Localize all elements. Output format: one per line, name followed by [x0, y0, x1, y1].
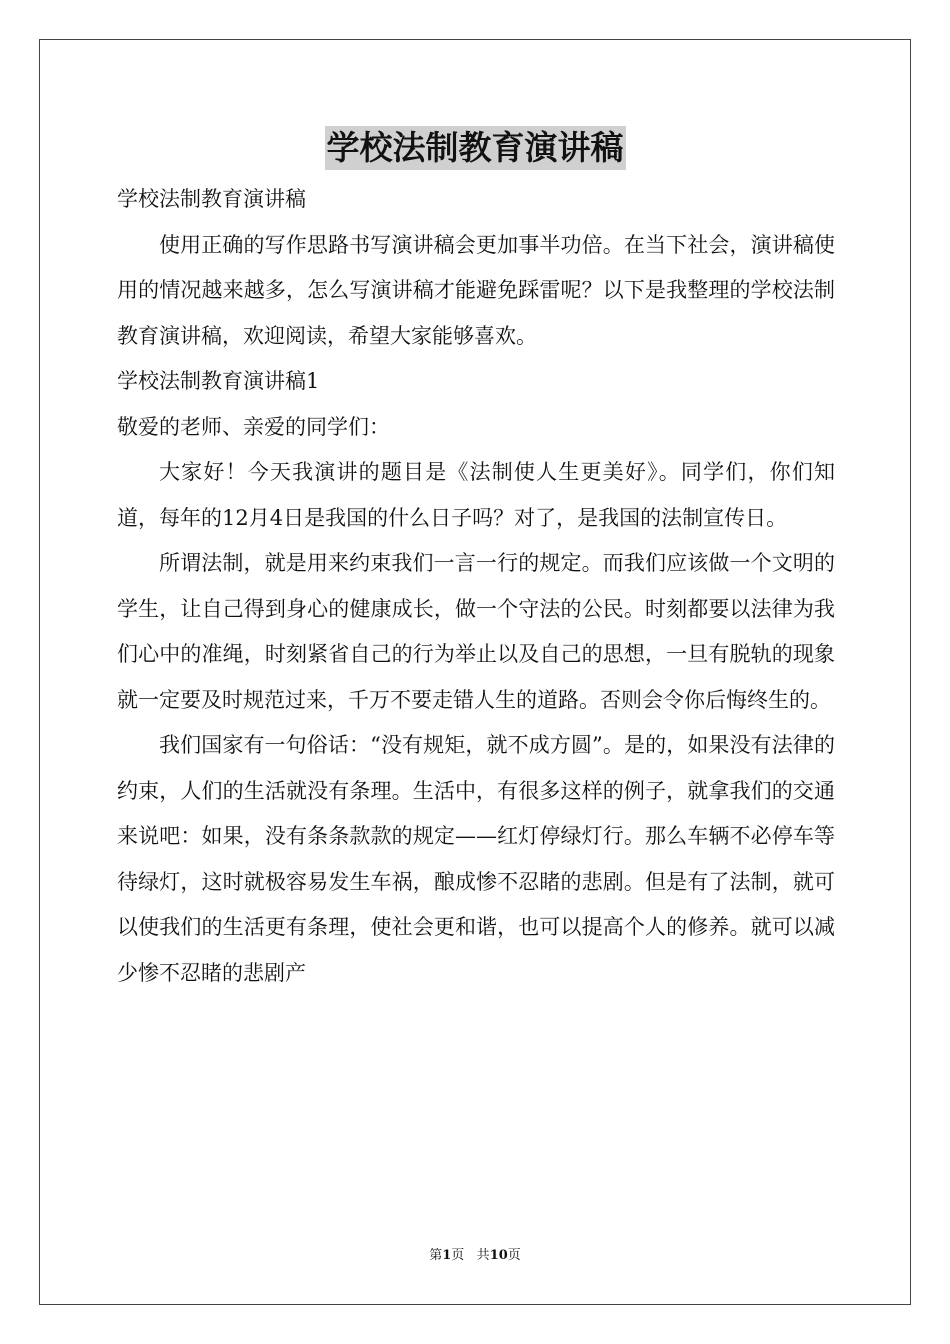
- section-heading: 学校法制教育演讲稿1: [117, 369, 320, 393]
- document-body: [117, 177, 835, 996]
- title-area: [0, 126, 950, 170]
- total-prefix: 共: [476, 1248, 490, 1263]
- total-pages: 10: [489, 1248, 508, 1263]
- document-subtitle: 学校法制教育演讲稿: [117, 187, 306, 211]
- page-current: 1: [442, 1248, 452, 1263]
- page-suffix: 页: [451, 1248, 465, 1263]
- total-suffix: 页: [507, 1248, 521, 1263]
- intro-paragraph: 使用正确的写作思路书写演讲稿会更加事半功倍。在当下社会，演讲稿使用的情况越来越多，怎么写演讲稿才能避免踩雷呢？以下是我整理的学校法制教育演讲稿，欢迎阅读，希望大家能够喜欢。: [117, 232, 835, 348]
- document-title: 学校法制教育演讲稿: [325, 126, 626, 170]
- greeting: 敬爱的老师、亲爱的同学们：: [117, 414, 390, 439]
- body-paragraph-3: 我们国家有一句俗话：“没有规矩，就不成方圆”。是的，如果没有法律的约束，人们的生活就没有条理。生活中，有很多这样的例子，就拿我们的交通来说吧：如果，没有条条款款的规定——红灯停绿灯行。那么车辆不必停车等待绿灯，这时就极容易发生车祸，酿成惨不忍睹的悲剧。但是有了法制，就可以使我们的生活更有条理，使社会更和谐，也可以提高个人的修养。就可以减少惨不忍睹的悲剧产: [117, 733, 835, 985]
- page-footer: [0, 1247, 950, 1265]
- body-paragraph-2: 所谓法制，就是用来约束我们一言一行的规定。而我们应该做一个文明的学生，让自己得到身心的健康成长，做一个守法的公民。时刻都要以法律为我们心中的准绳，时刻紧省自己的行为举止以及自己的思想，一旦有脱轨的现象就一定要及时规范过来，千万不要走错人生的道路。否则会令你后悔终生的。: [117, 551, 835, 712]
- body-paragraph-1: 大家好！今天我演讲的题目是《法制使人生更美好》。同学们，你们知道，每年的12月4日是我国的什么日子吗？对了，是我国的法制宣传日。: [117, 460, 835, 530]
- page-prefix: 第: [429, 1248, 443, 1263]
